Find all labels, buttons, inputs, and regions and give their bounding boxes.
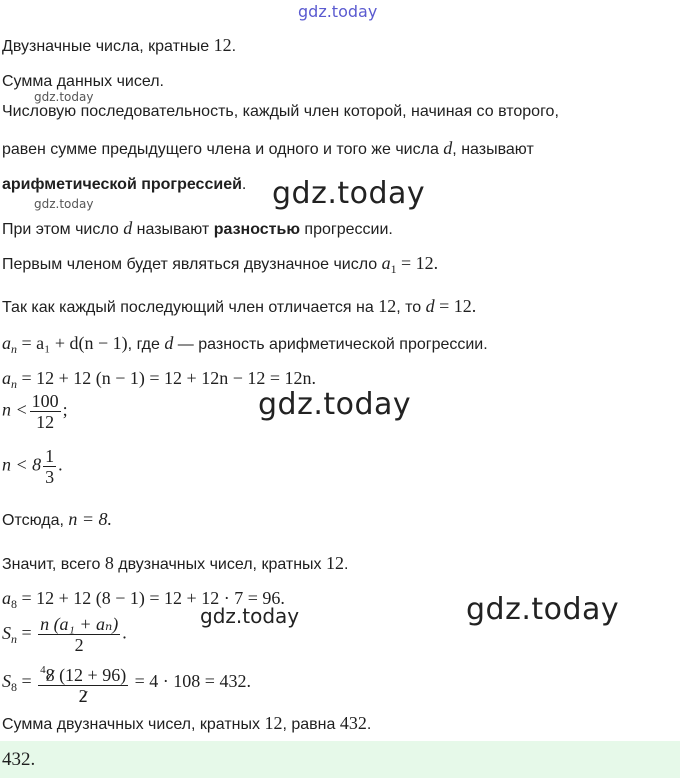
- line-common-difference: [2, 296, 476, 318]
- var-an: $a_n$: [2, 333, 17, 356]
- var-an: $a_n$: [2, 368, 17, 391]
- watermark-small-2: gdz.today: [34, 197, 94, 211]
- var-s8: $S_8$: [2, 671, 17, 695]
- answer-bar: [0, 741, 680, 778]
- line-inequality-2: [2, 446, 63, 487]
- numerator: n (a₁ + aₙ): [40, 614, 119, 634]
- math: = a₁ + d(n − 1): [21, 333, 128, 353]
- line-definition-2: [2, 138, 534, 160]
- denominator: 2: [74, 635, 84, 655]
- line-hence: [2, 509, 112, 531]
- text: .: [241, 176, 247, 193]
- fraction: [38, 614, 120, 655]
- watermark-small-1: gdz.today: [34, 90, 94, 104]
- math: = 4 · 108 = 432.: [134, 671, 251, 692]
- line-sum-calc: [2, 660, 251, 706]
- math: = 12.: [439, 296, 477, 316]
- line-sum-formula: [2, 614, 127, 655]
- text: Сумма двузначных чисел, кратных: [2, 716, 265, 733]
- line-sum-of-numbers: Сумма данных чисел.: [2, 73, 164, 90]
- denominator: 3: [45, 467, 55, 487]
- math: n < 8: [2, 454, 42, 475]
- line-definition-1: Числовую последовательность, каждый член которой, начиная со второго,: [2, 103, 559, 120]
- math: 12: [264, 713, 283, 733]
- line-first-term: [2, 253, 438, 279]
- text: прогрессии.: [299, 221, 393, 238]
- var-a8: $a_8$: [2, 588, 17, 611]
- text: , равна: [282, 716, 340, 733]
- math: .: [58, 454, 63, 475]
- text: , где: [127, 336, 165, 353]
- text: равен сумме предыдущего члена и одного и того же числа: [2, 141, 444, 158]
- watermark-big-2: gdz.today: [258, 387, 412, 422]
- text: Отсюда,: [2, 512, 69, 529]
- math: = 12 + 12 (8 − 1) = 12 + 12 · 7 = 96.: [21, 588, 285, 608]
- line-inequality-1: [2, 391, 68, 432]
- var-d: d: [443, 138, 453, 158]
- math: n = 8.: [68, 509, 113, 529]
- math: =: [21, 622, 32, 643]
- math: 8: [104, 553, 114, 573]
- var-d: d: [164, 333, 174, 353]
- bold-term: разностью: [213, 221, 300, 238]
- numerator: 100: [31, 391, 59, 411]
- line-conclusion: [2, 713, 371, 735]
- var-d: d: [425, 296, 435, 316]
- fraction: [38, 660, 128, 706]
- var-sn: $S_n$: [2, 622, 17, 646]
- numerator: [38, 660, 128, 686]
- bold-term: арифметической прогрессией: [2, 176, 242, 193]
- text: .: [344, 556, 349, 573]
- denominator: 12: [36, 412, 55, 432]
- math: = 12 + 12 (n − 1) = 12 + 12n − 12 = 12n.: [21, 368, 317, 388]
- line-definition-3: [2, 175, 246, 195]
- line-count: [2, 553, 348, 575]
- text: Значит, всего: [2, 556, 105, 573]
- math: 12: [326, 553, 344, 573]
- fraction: [30, 391, 61, 432]
- watermark-mid: gdz.today: [200, 604, 300, 628]
- denominator: [38, 686, 128, 706]
- text: .: [366, 716, 372, 733]
- text: Первым членом будет являться двузначное число: [2, 256, 382, 273]
- watermark-big-3: gdz.today: [466, 592, 620, 627]
- answer-value: 432.: [2, 749, 36, 770]
- math: = 12.: [401, 253, 439, 273]
- var-a1: $a_1$: [381, 253, 397, 276]
- struck-digit: 8: [45, 665, 55, 685]
- text: , называют: [452, 141, 534, 158]
- text: двузначных чисел, кратных: [113, 556, 326, 573]
- text: При этом число: [2, 221, 124, 238]
- math: ;: [62, 399, 68, 420]
- numerator-rest: (12 + 96): [54, 665, 127, 685]
- text: называют: [132, 221, 214, 238]
- text: — разность арифметической прогрессии.: [173, 336, 488, 353]
- math: 12: [213, 35, 232, 55]
- text: , то: [396, 299, 426, 316]
- var-d: d: [123, 218, 133, 238]
- math: .: [122, 622, 127, 643]
- watermark-big-1: gdz.today: [272, 176, 426, 211]
- math: 432: [339, 713, 367, 733]
- numerator: 1: [45, 446, 55, 466]
- struck-denominator: 2: [78, 686, 88, 706]
- text: Двузначные числа, кратные: [2, 38, 214, 55]
- line-nth-term-formula: [2, 333, 488, 359]
- text: Так как каждый последующий член отличается на: [2, 299, 379, 316]
- line-difference: [2, 218, 393, 240]
- watermark-top: gdz.today: [298, 2, 378, 21]
- reduced-factor: 4: [40, 664, 46, 676]
- math: n <: [2, 399, 28, 420]
- line-two-digit-multiples: Двузначные числа, кратные 12.: [2, 35, 237, 55]
- fraction: [43, 446, 56, 487]
- math: 12: [378, 296, 397, 316]
- math: =: [21, 671, 32, 692]
